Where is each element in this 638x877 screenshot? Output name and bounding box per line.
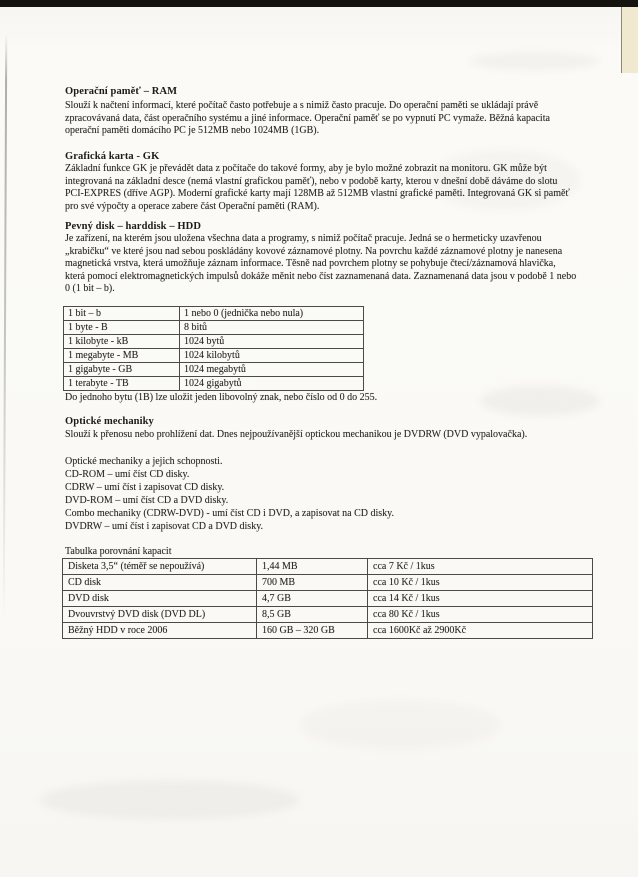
section-body-optical: Slouží k přenosu nebo prohlížení dat. Dnes nejpoužívanější optickou mechanikou je DVDRW (DVD vypalovačka). <box>65 429 528 440</box>
scan-edge-top <box>0 0 638 7</box>
units-table <box>63 306 364 391</box>
table-cell: 1 gigabyte - GB <box>64 363 180 377</box>
table-row <box>63 575 593 591</box>
capacity-table-title: Tabulka porovnání kapacit <box>65 546 172 557</box>
table-cell: Dvouvrstvý DVD disk (DVD DL) <box>63 607 257 623</box>
table-cell: 1 megabyte - MB <box>64 349 180 363</box>
section-heading-ram: Operační paměť – RAM <box>65 86 178 97</box>
table-cell: cca 1600Kč až 2900Kč <box>368 623 593 639</box>
table-row <box>64 321 364 335</box>
table-cell: 1 bit – b <box>64 307 180 321</box>
table-cell: cca 10 Kč / 1kus <box>368 575 593 591</box>
list-item: DVD-ROM – umí číst CD a DVD disky. <box>65 495 229 506</box>
scan-artifact-corner <box>621 7 638 73</box>
optical-subtitle: Optické mechaniky a jejich schopnosti. <box>65 456 223 467</box>
list-item: DVDRW – umí číst i zapisovat CD a DVD disky. <box>65 521 264 532</box>
table-cell: 700 MB <box>257 575 368 591</box>
table-cell: 8,5 GB <box>257 607 368 623</box>
table-cell: 1024 megabytů <box>180 363 364 377</box>
table-row <box>64 335 364 349</box>
table-cell: DVD disk <box>63 591 257 607</box>
scan-smudge <box>470 52 600 70</box>
table-cell: 1024 gigabytů <box>180 377 364 391</box>
table-row <box>64 377 364 391</box>
table-cell: 1 byte - B <box>64 321 180 335</box>
section-body-ram: Slouží k načtení informací, které počítač často potřebuje a s nimiž často pracuje. Do operační paměti se ukládají právě zpracovávaná data, část operačního systému a jiné informace. Operační paměť se po vypnutí PC vymaže. Běžná kapacita operační paměti domácího PC je 512MB nebo 1024MB (1GB). <box>65 100 550 136</box>
table-cell: Disketa 3,5“ (téměř se nepoužívá) <box>63 559 257 575</box>
table-row <box>64 349 364 363</box>
list-item: Combo mechaniky (CDRW-DVD) - umí číst CD i DVD, a zapisovat na CD disky. <box>65 508 395 519</box>
byte-note: Do jednoho bytu (1B) lze uložit jeden libovolný znak, nebo číslo od 0 do 255. <box>65 392 378 403</box>
section-heading-optical: Optické mechaniky <box>65 416 154 427</box>
list-item: CDRW – umí číst i zapisovat CD disky. <box>65 482 225 493</box>
scan-smudge <box>300 700 500 750</box>
table-cell: 160 GB – 320 GB <box>257 623 368 639</box>
table-cell: 1024 kilobytů <box>180 349 364 363</box>
table-cell: 1 terabyte - TB <box>64 377 180 391</box>
section-body-gpu: Základní funkce GK je převádět data z počítače do takové formy, aby je bylo možné zobrazit na monitoru. GK může být integrovaná na základní desce (nemá vlastní grafickou paměť), nebo v podobě karty, kterou v dnešní době dáváme do slotu PCI-EXPRES (dříve AGP). Moderní grafické karty mají 128MB až 512MB vlastní grafické paměti. Integrovaná GK si paměť pro své výpočty a operace zabere část Operační paměti (RAM). <box>65 163 570 212</box>
section-body-hdd: Je zařízení, na kterém jsou uložena všechna data a programy, s nimiž počítač pracuje. Jedná se o hermeticky uzavřenou „krabičku“ ve které jsou nad sebou poskládány kovové záznamové plotny. Na povrchu každé záznamové plotny je nanesena magnetická vrstva, která umožňuje záznam informace. Těsně nad povrchem plotny se pohybuje čtecí/záznamová hlavička, která pomocí elektromagnetických impulsů dokáže měnit nebo číst zaznamenaná data. Zaznamenaná data jsou v podobě 1 nebo 0 (1 bit – b). <box>65 233 577 294</box>
section-heading-gpu: Grafická karta - GK <box>65 151 160 162</box>
list-item: CD-ROM – umí číst CD disky. <box>65 469 190 480</box>
table-row <box>63 607 593 623</box>
table-cell: cca 80 Kč / 1kus <box>368 607 593 623</box>
table-cell: 4,7 GB <box>257 591 368 607</box>
optical-drive-list <box>65 468 577 533</box>
table-row <box>63 623 593 639</box>
table-cell: 1 kilobyte - kB <box>64 335 180 349</box>
table-cell: 1024 bytů <box>180 335 364 349</box>
table-cell: cca 7 Kč / 1kus <box>368 559 593 575</box>
section-heading-hdd: Pevný disk – harddisk – HDD <box>65 221 202 232</box>
table-row <box>64 363 364 377</box>
table-cell: 8 bitů <box>180 321 364 335</box>
table-cell: 1 nebo 0 (jednička nebo nula) <box>180 307 364 321</box>
table-cell: Běžný HDD v roce 2006 <box>63 623 257 639</box>
table-row <box>63 591 593 607</box>
table-cell: 1,44 MB <box>257 559 368 575</box>
table-cell: cca 14 Kč / 1kus <box>368 591 593 607</box>
table-row <box>63 559 593 575</box>
scan-edge-left <box>3 34 8 622</box>
table-row <box>64 307 364 321</box>
scan-smudge <box>40 780 300 820</box>
table-cell: CD disk <box>63 575 257 591</box>
capacity-table <box>62 558 593 639</box>
